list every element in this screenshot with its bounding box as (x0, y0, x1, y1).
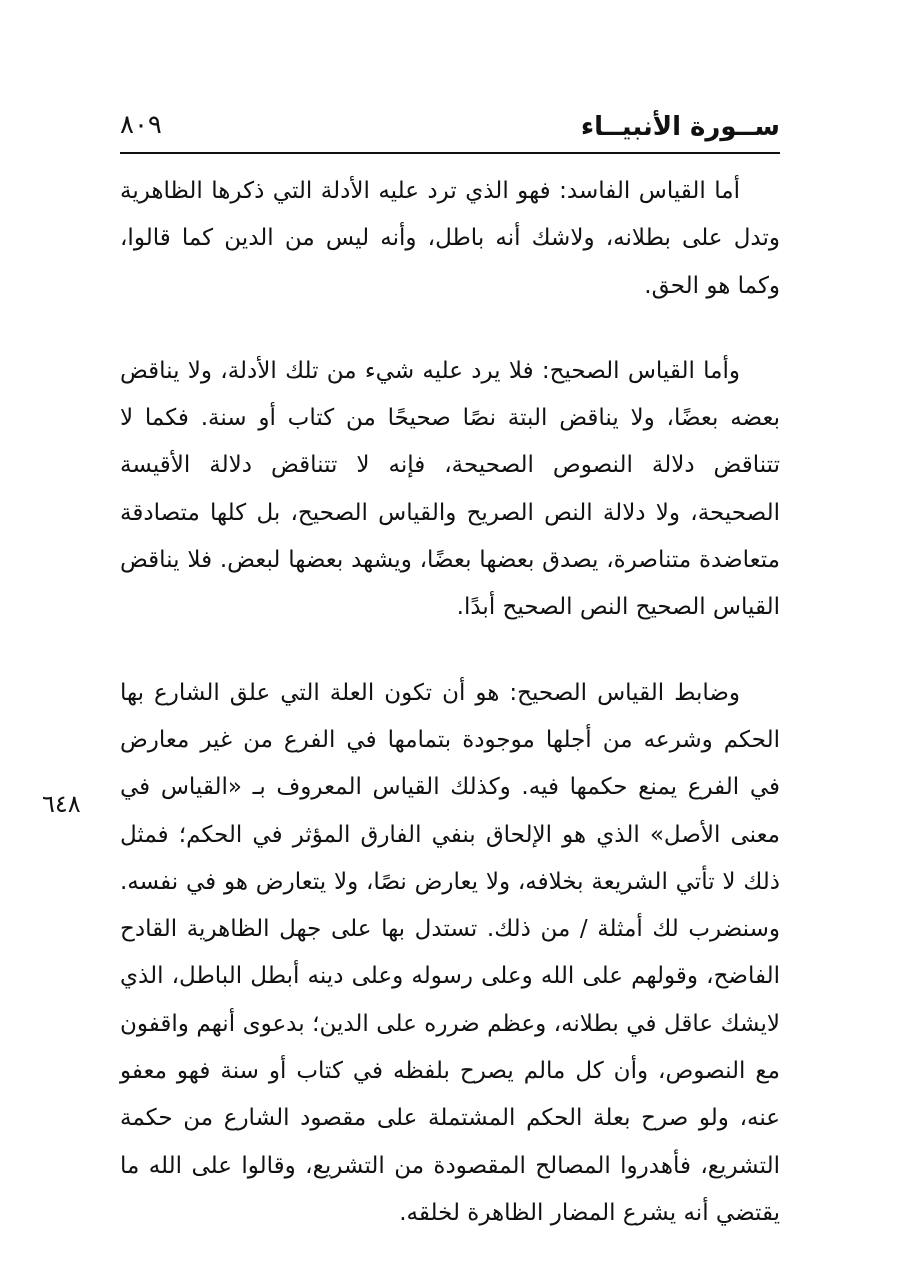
margin-page-reference: ٦٤٨ (42, 790, 81, 818)
paragraph-invalid-analogy: أما القياس الفاسد: فهو الذي ترد عليه الأدلة التي ذكرها الظاهرية وتدل على بطلانه، ولاشك أنه باطل، وأنه ليس من الدين كما قالوا، وكما هو الحق. (120, 178, 780, 299)
body-text (120, 168, 780, 1275)
paragraph-analogy-criterion: وضابط القياس الصحيح: هو أن تكون العلة التي علق الشارع بها الحكم وشرعه من أجلها موجودة بتمامها في الفرع من غير معارض في الفرع يمنع حكمها فيه. وكذلك القياس المعروف بـ «القياس في معنى الأصل» الذي هو الإلحاق بنفي الفارق المؤثر في الحكم؛ فمثل ذلك لا تأتي الشريعة بخلافه، ولا يعارض نصًا، ولا يتعارض هو في نفسه. وسنضرب لك أمثلة / من ذلك. تستدل بها على جهل الظاهرية القادح الفاضح، وقولهم على الله وعلى رسوله وعلى دينه أبطل الباطل، الذي لايشك عاقل في بطلانه، وعظم ضرره على الدين؛ بدعوى أنهم واقفون مع النصوص، وأن كل مالم يصرح بلفظه في كتاب أو سنة فهو معفو عنه، ولو صرح بعلة الحكم المشتملة على مقصود الشارع من حكمة التشريع، فأهدروا المصالح المقصودة من التشريع، وقالوا على الله ما يقتضي أنه يشرع المضار الظاهرة لخلقه. (120, 679, 780, 1226)
surah-title: ســورة الأنبيــاء (580, 112, 780, 142)
paragraph-valid-analogy: وأما القياس الصحيح: فلا يرد عليه شيء من تلك الأدلة، ولا يناقض بعضه بعضًا، ولا يناقض البتة نصًا صحيحًا من كتاب أو سنة. فكما لا تتناقض دلالة النصوص الصحيحة، فإنه لا تتناقض دلالة الأقيسة الصحيحة، ولا دلالة النص الصريح والقياس الصحيح، بل كلها متصادقة متعاضدة متناصرة، يصدق بعضها بعضًا، ويشهد بعضها لبعض. فلا يناقض القياس الصحيح النص الصحيح أبدًا. (120, 357, 780, 621)
page-number: ٨٠٩ (120, 110, 162, 140)
running-header (120, 108, 780, 154)
